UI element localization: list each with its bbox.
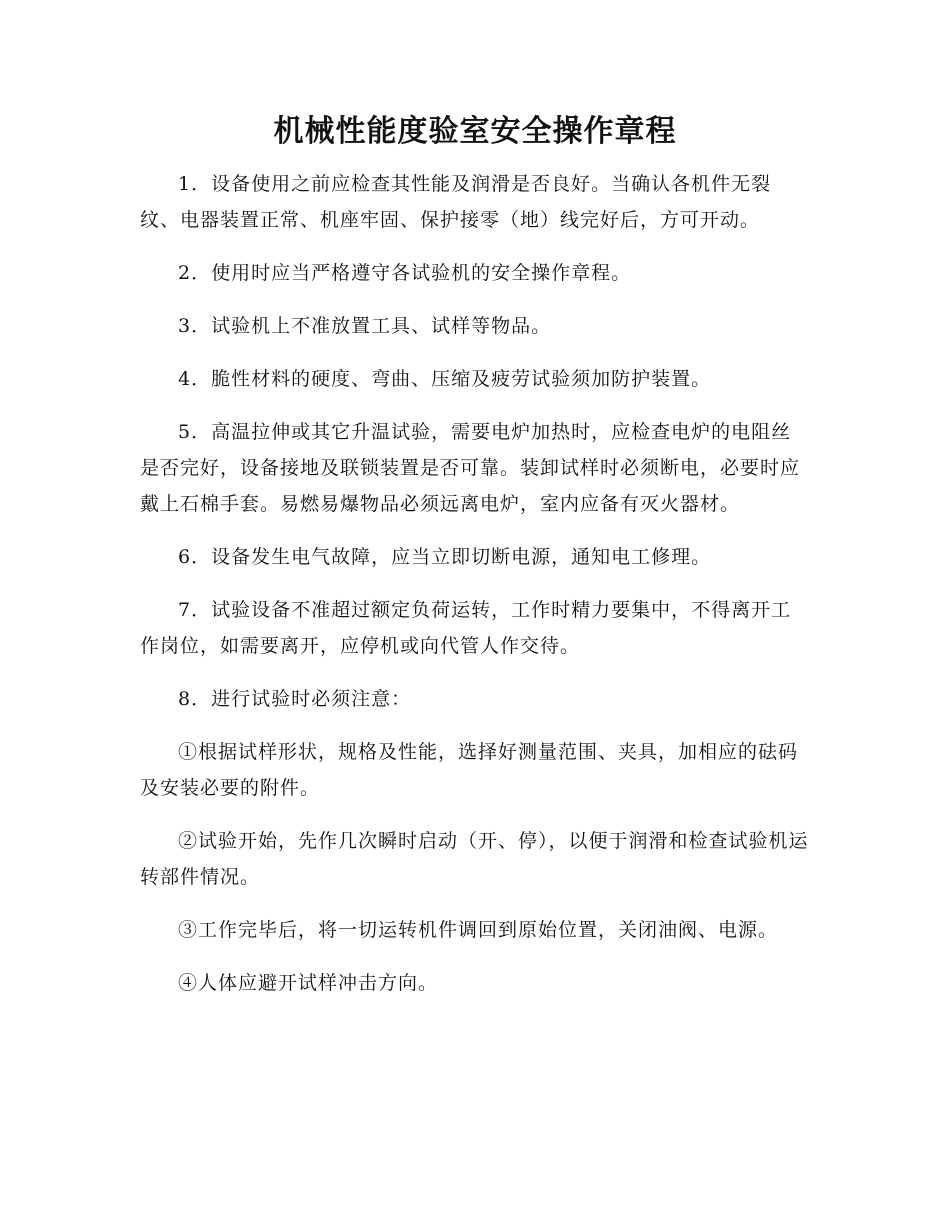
paragraph-7: 7．试验设备不准超过额定负荷运转，工作时精力要集中，不得离开工作岗位，如需要离开，应停机或向代管人作交待。 xyxy=(140,599,792,657)
sub-item-1: ①根据试样形状，规格及性能，选择好测量范围、夹具，加相应的砝码及安装必要的附件。 xyxy=(140,741,799,799)
paragraph-5: 5．高温拉伸或其它升温试验，需要电炉加热时，应检查电炉的电阻丝是否完好，设备接地及联锁装置是否可靠。装卸试样时必须断电，必要时应戴上石棉手套。易燃易爆物品必须远离电炉，室内应备有灭火器材。 xyxy=(140,421,801,515)
document-title: 机械性能度验室安全操作章程 xyxy=(273,114,677,149)
paragraph-8: 8．进行试验时必须注意： xyxy=(178,688,412,710)
document-body xyxy=(140,166,810,1018)
sub-item-2: ②试验开始，先作几次瞬时启动（开、停），以便于润滑和检查试验机运转部件情况。 xyxy=(140,830,809,888)
paragraph-6: 6．设备发生电气故障，应当立即切断电源，通知电工修理。 xyxy=(178,546,712,568)
paragraph-2: 2．使用时应当严格遵守各试验机的安全操作章程。 xyxy=(178,262,632,284)
paragraph-1: 1．设备使用之前应检查其性能及润滑是否良好。当确认各机件无裂纹、电器装置正常、机座牢固、保护接零（地）线完好后，方可开动。 xyxy=(140,173,772,231)
paragraph-3: 3．试验机上不准放置工具、试样等物品。 xyxy=(178,315,552,337)
sub-item-3: ③工作完毕后，将一切运转机件调回到原始位置，关闭油阀、电源。 xyxy=(178,919,779,941)
paragraph-4: 4．脆性材料的硬度、弯曲、压缩及疲劳试验须加防护装置。 xyxy=(178,368,712,390)
sub-item-4: ④人体应避开试样冲击方向。 xyxy=(178,972,439,994)
